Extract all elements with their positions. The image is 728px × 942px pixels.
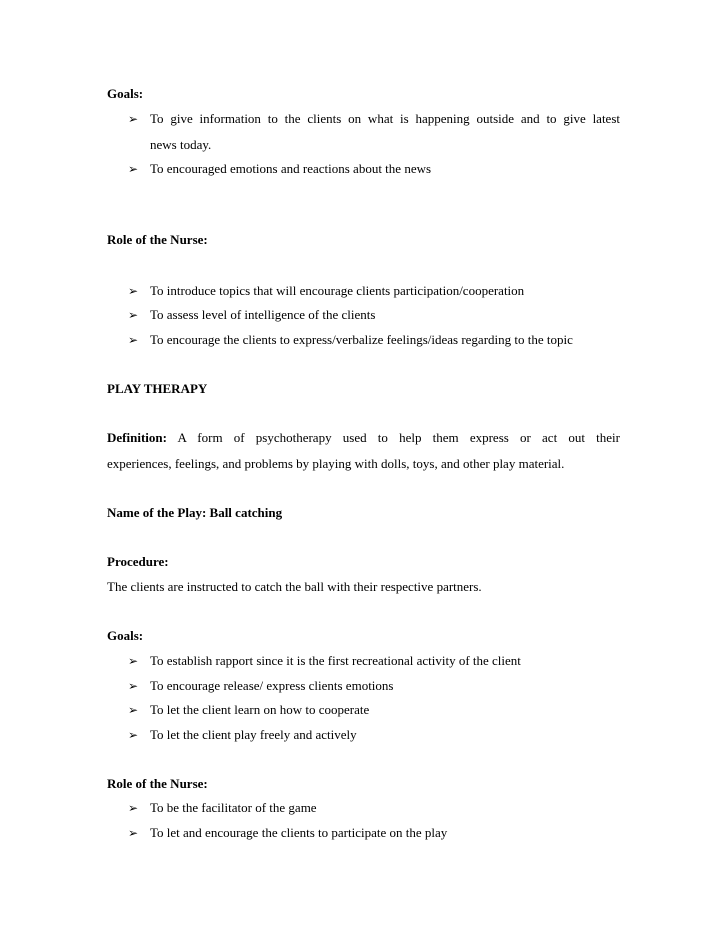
list-item: ➢ To give information to the clients on what is happening outside and to give latest [128, 111, 620, 126]
definition-line-1: Definition: A form of psychotherapy used to help them express or act out their [107, 430, 620, 445]
arrow-bullet-icon: ➢ [128, 801, 139, 815]
arrow-bullet-icon: ➢ [128, 308, 139, 322]
list-item: ➢ To assess level of intelligence of the clients [128, 307, 376, 322]
list-item: ➢ To let and encourage the clients to participate on the play [128, 825, 448, 840]
list-item: ➢ To encouraged emotions and reactions about the news [128, 161, 432, 176]
list-item-continuation: news today. [150, 137, 212, 152]
play-name: Name of the Play: Ball catching [107, 505, 283, 520]
role-heading-1: Role of the Nurse: [107, 232, 208, 247]
list-item: ➢ To encourage the clients to express/verbalize feelings/ideas regarding to the topic [128, 332, 573, 347]
goals-heading-1: Goals: [107, 86, 144, 101]
arrow-bullet-icon: ➢ [128, 703, 139, 717]
list-item: ➢ To be the facilitator of the game [128, 800, 317, 815]
section-title: PLAY THERAPY [107, 381, 208, 396]
arrow-bullet-icon: ➢ [128, 826, 139, 840]
arrow-bullet-icon: ➢ [128, 333, 139, 347]
list-item: ➢ To establish rapport since it is the first recreational activity of the client [128, 653, 521, 668]
list-item: ➢ To introduce topics that will encourage clients participation/cooperation [128, 283, 525, 298]
goals-heading-2: Goals: [107, 628, 144, 643]
arrow-bullet-icon: ➢ [128, 162, 139, 176]
arrow-bullet-icon: ➢ [128, 112, 139, 126]
list-item: ➢ To encourage release/ express clients emotions [128, 678, 394, 693]
definition-line-2: experiences, feelings, and problems by playing with dolls, toys, and other play material. [107, 456, 565, 471]
arrow-bullet-icon: ➢ [128, 284, 139, 298]
list-item: ➢ To let the client play freely and actively [128, 727, 357, 742]
arrow-bullet-icon: ➢ [128, 654, 139, 668]
role-heading-2: Role of the Nurse: [107, 776, 208, 791]
arrow-bullet-icon: ➢ [128, 728, 139, 742]
procedure-text: The clients are instructed to catch the ball with their respective partners. [107, 579, 482, 594]
procedure-heading: Procedure: [107, 554, 169, 569]
arrow-bullet-icon: ➢ [128, 679, 139, 693]
list-item: ➢ To let the client learn on how to cooperate [128, 702, 370, 717]
